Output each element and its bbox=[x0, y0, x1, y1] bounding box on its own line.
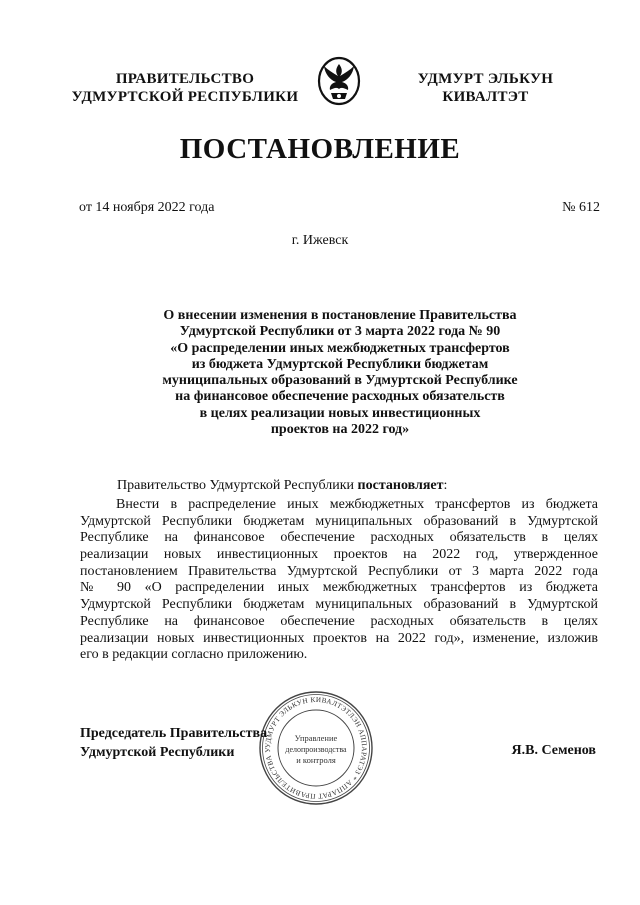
signatory-title-line1: Председатель Правительства bbox=[80, 726, 268, 741]
body-line: Удмуртской Республики бюджетам муниципальных образований в Удмуртской bbox=[80, 513, 598, 529]
document-date: от 14 ноября 2022 года bbox=[79, 200, 215, 215]
udmurt-coat-of-arms-icon bbox=[312, 56, 366, 106]
title-line: муниципальных образований в Удмуртской Республике bbox=[162, 373, 518, 389]
stamp-ring-text: УДМУРТ ЭЛЬКУН КИВАЛТЭТЛЭН АППАРАТЭЗ * АППАРАТ ПРАВИТЕЛЬСТВА У bbox=[263, 695, 369, 801]
title-line: О внесении изменения в постановление Правительства bbox=[163, 308, 517, 323]
body-line: Внести в распределение иных межбюджетных трансфертов из бюджета bbox=[116, 497, 598, 512]
stamp-line3: и контроля bbox=[296, 755, 336, 765]
title-line: проектов на 2022 год» bbox=[270, 422, 410, 438]
body-line: № 90 «О распределении иных межбюджетных трансфертов из бюджета bbox=[80, 580, 598, 596]
body-line: реализации новых инвестиционных проектов на 2022 год, утвержденное bbox=[80, 547, 598, 563]
body-line: Удмуртской Республики бюджетам муниципальных образований в Удмуртской bbox=[80, 597, 598, 613]
document-number: № 612 bbox=[562, 200, 600, 215]
resolution-intro bbox=[117, 478, 447, 494]
signatory-title bbox=[80, 724, 267, 762]
stamp-line1: Управление bbox=[294, 733, 338, 743]
government-name-udmurt-line2: КИВАЛТЭТ bbox=[442, 89, 529, 105]
title-line: Удмуртской Республики от 3 марта 2022 года № 90 bbox=[179, 324, 501, 340]
title-line: из бюджета Удмуртской Республики бюджетам bbox=[191, 356, 489, 372]
signatory-name: Я.В. Семенов bbox=[511, 743, 596, 758]
title-line: в целях реализации новых инвестиционных bbox=[199, 405, 481, 421]
title-line: на финансовое обеспечение расходных обязательств bbox=[175, 389, 505, 405]
body-line: реализации новых инвестиционных проектов на 2022 год», изменение, изложив bbox=[80, 630, 598, 646]
resolution-body bbox=[80, 497, 598, 664]
document-title bbox=[80, 308, 600, 438]
body-line: Республике на финансовое обеспечение расходных обязательств в целях bbox=[80, 530, 598, 546]
signatory-title-line2: Удмуртской Республики bbox=[80, 745, 235, 760]
body-line: его в редакции согласно приложению. bbox=[80, 647, 308, 663]
stamp-line2: делопроизводства bbox=[285, 745, 347, 754]
government-name-line1: ПРАВИТЕЛЬСТВО bbox=[115, 71, 255, 87]
government-name-line2: УДМУРТСКОЙ РЕСПУБЛИКИ bbox=[71, 89, 299, 105]
government-name-russian bbox=[60, 70, 310, 106]
official-stamp bbox=[256, 688, 376, 808]
document-type: ПОСТАНОВЛЕНИЕ bbox=[179, 133, 461, 165]
body-line: постановлением Правительства Удмуртской Республики от 3 марта 2022 года bbox=[80, 563, 598, 579]
intro-colon: : bbox=[443, 478, 448, 493]
intro-text: Правительство Удмуртской Республики bbox=[117, 478, 358, 493]
document-city: г. Ижевск bbox=[291, 233, 349, 248]
title-line: «О распределении иных межбюджетных трансфертов bbox=[170, 340, 510, 356]
government-name-udmurt-line1: УДМУРТ ЭЛЬКУН bbox=[417, 71, 554, 87]
intro-keyword: постановляет bbox=[357, 478, 444, 493]
government-name-udmurt bbox=[398, 70, 573, 106]
body-line: Республике на финансовое обеспечение расходных обязательств в целях bbox=[80, 613, 598, 629]
